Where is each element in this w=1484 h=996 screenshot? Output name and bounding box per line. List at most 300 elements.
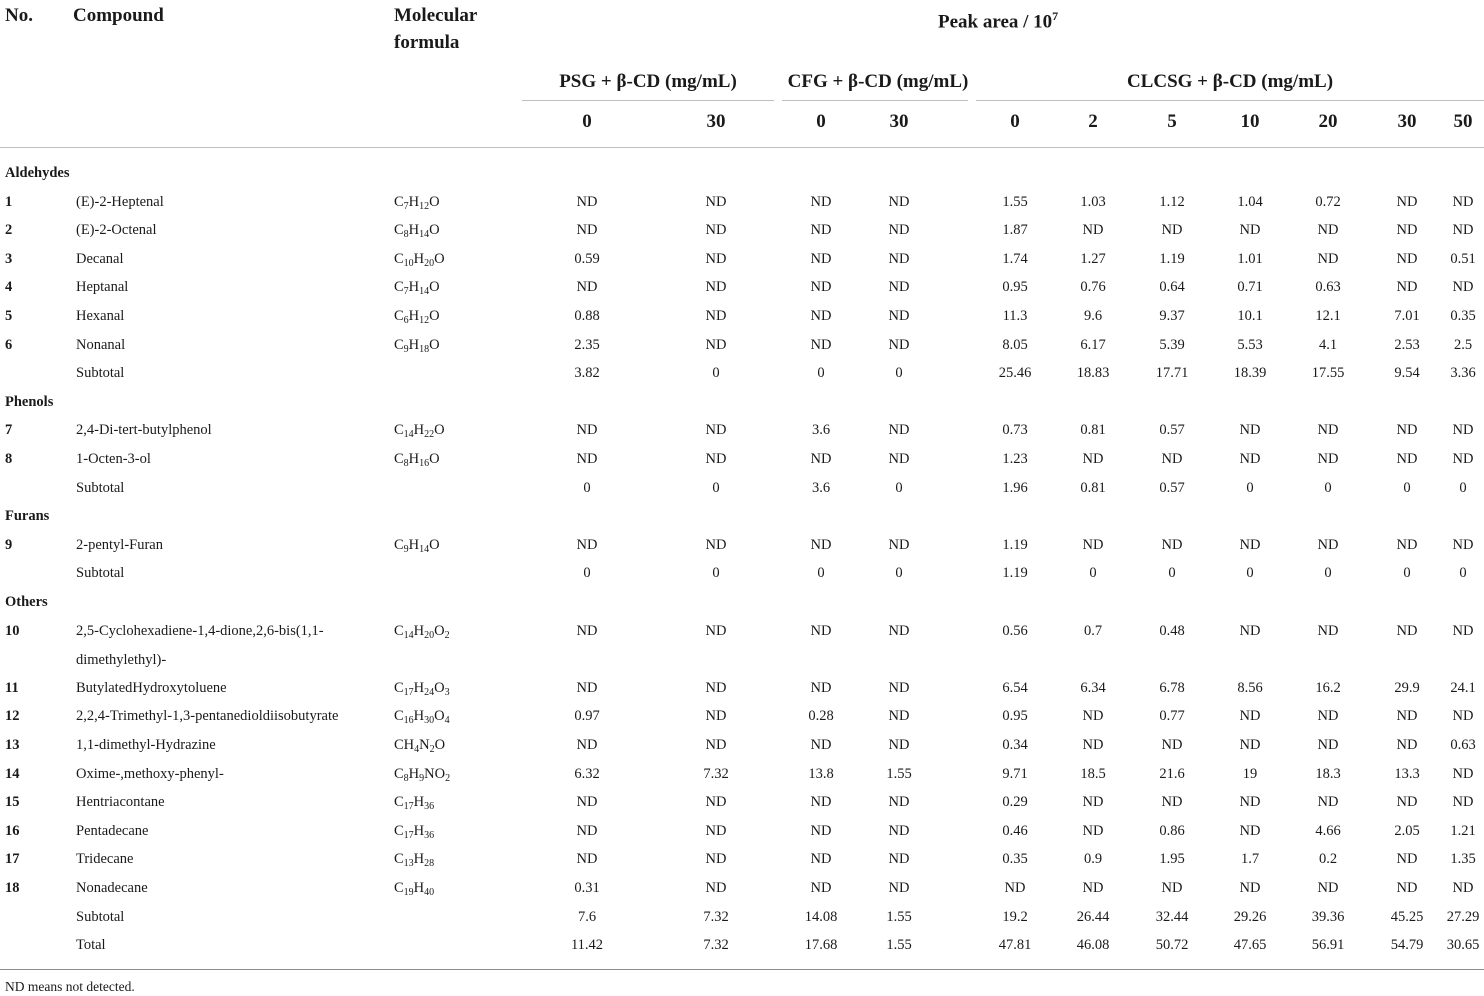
peak-area-value: ND — [1396, 422, 1418, 439]
section-label: Phenols — [5, 393, 54, 410]
peak-area-value: 17.68 — [804, 937, 838, 954]
peak-area-value: ND — [576, 794, 598, 811]
peak-area-value: 0.46 — [1002, 822, 1028, 839]
peak-area-value: ND — [1082, 536, 1104, 553]
peak-area-value: ND — [888, 708, 910, 725]
peak-area-value: 45.25 — [1390, 908, 1424, 925]
peak-area-value: 26.44 — [1076, 908, 1110, 925]
peak-area-value: ND — [888, 250, 910, 267]
peak-area-value: 1.12 — [1159, 193, 1185, 210]
group-header-cfg: CFG + β-CD (mg/mL) — [787, 71, 969, 92]
peak-area-value: ND — [1239, 880, 1261, 896]
peak-area-value: 47.65 — [1233, 937, 1267, 954]
peak-area-value: ND — [1452, 794, 1474, 811]
peak-area-value: 7.01 — [1394, 308, 1420, 324]
peak-area-value: 5.39 — [1159, 336, 1185, 353]
table-row — [0, 333, 1484, 357]
peak-area-value: ND — [1396, 622, 1418, 639]
peak-area-value: 0.59 — [574, 250, 600, 267]
peak-area-value: 6.32 — [574, 765, 600, 782]
peak-area-value: ND — [1452, 193, 1474, 210]
row-number: 11 — [5, 679, 19, 696]
peak-area-value: ND — [888, 308, 910, 324]
molecular-formula: $C_8H_{16}O$ — [394, 451, 440, 469]
peak-area-value: ND — [705, 737, 727, 753]
peak-area-value: ND — [888, 193, 910, 210]
peak-area-value: 0.57 — [1159, 422, 1185, 439]
peak-area-value: 7.32 — [703, 937, 729, 954]
conc-clcsg-0: 0 — [1010, 111, 1020, 132]
row-number: 13 — [5, 737, 20, 753]
compound-name: ButylatedHydroxytoluene — [76, 679, 227, 696]
peak-area-value: ND — [1452, 880, 1474, 896]
peak-area-value: 0.63 — [1450, 737, 1476, 753]
peak-area-value: ND — [1396, 794, 1418, 811]
peak-area-value: ND — [810, 536, 832, 553]
header-formula-line1: Molecular — [394, 5, 478, 26]
peak-area-value: ND — [576, 222, 598, 239]
peak-area-value: 6.34 — [1080, 679, 1106, 696]
peak-area-value: 0.48 — [1159, 622, 1185, 639]
table-row — [0, 619, 1484, 668]
peak-area-value: 1.03 — [1080, 193, 1106, 210]
molecular-formula: $CH_4N_2O$ — [394, 737, 446, 755]
peak-area-value: 56.91 — [1311, 937, 1345, 954]
conc-clcsg-20: 20 — [1318, 111, 1338, 132]
peak-area-value: 1.55 — [886, 937, 912, 954]
peak-area-value: 19.2 — [1002, 908, 1028, 925]
table-row — [0, 218, 1484, 242]
peak-area-value: 1.21 — [1450, 822, 1476, 839]
compound-name: Total — [76, 937, 106, 954]
peak-area-value: ND — [576, 536, 598, 553]
peak-area-value: ND — [1317, 737, 1339, 753]
peak-area-value: 9.6 — [1083, 308, 1103, 324]
peak-area-value: 0.35 — [1450, 308, 1476, 324]
molecular-formula: $C_{14}H_{20}O_2$ — [394, 622, 450, 641]
peak-area-value: ND — [576, 679, 598, 696]
peak-area-value: ND — [705, 308, 727, 324]
table-row — [0, 733, 1484, 757]
peak-area-value: 3.82 — [574, 365, 600, 382]
peak-area-value: ND — [1452, 222, 1474, 239]
peak-area-value: 0.2 — [1318, 851, 1338, 868]
peak-area-value: 6.54 — [1002, 679, 1028, 696]
molecular-formula: $C_{14}H_{22}O$ — [394, 422, 445, 441]
molecular-formula: $C_7H_{14}O$ — [394, 279, 440, 298]
peak-area-value: ND — [1082, 451, 1104, 467]
peak-area-value: 3.6 — [811, 422, 831, 439]
peak-area-value: 0 — [817, 365, 825, 382]
peak-area-value: 24.1 — [1450, 679, 1476, 696]
peak-area-value: 1.55 — [886, 765, 912, 782]
peak-area-value: 29.26 — [1233, 908, 1267, 925]
peak-area-value: 2.53 — [1394, 336, 1420, 353]
peak-area-value: 0.77 — [1159, 708, 1185, 725]
molecular-formula: $C_{17}H_{36}$ — [394, 794, 435, 813]
compound-name: Decanal — [76, 250, 124, 267]
peak-area-value: 12.1 — [1315, 308, 1341, 324]
peak-area-value: ND — [705, 451, 727, 467]
row-number: 6 — [5, 336, 13, 353]
conc-cfg-0: 0 — [816, 111, 826, 132]
conc-clcsg-50: 50 — [1453, 111, 1473, 132]
peak-area-value: ND — [705, 708, 727, 725]
peak-area-value: 0 — [583, 479, 591, 496]
peak-area-value: ND — [1317, 622, 1339, 639]
peak-area-value: ND — [1317, 880, 1339, 896]
peak-area-value: 27.29 — [1446, 908, 1480, 925]
peak-area-value: ND — [1004, 880, 1026, 896]
molecular-formula: $C_{16}H_{30}O_4$ — [394, 708, 450, 727]
row-number: 12 — [5, 708, 20, 725]
conc-clcsg-10: 10 — [1240, 111, 1260, 132]
peak-area-value: ND — [1239, 422, 1261, 439]
peak-area-value: 1.19 — [1159, 250, 1185, 267]
peak-area-value: ND — [1239, 222, 1261, 239]
peak-area-value: ND — [576, 422, 598, 439]
peak-area-value: ND — [1396, 737, 1418, 753]
peak-area-value: ND — [1317, 708, 1339, 725]
section-label: Aldehydes — [5, 165, 70, 181]
peak-area-value: ND — [810, 822, 832, 839]
peak-area-value: 0.56 — [1002, 622, 1028, 639]
row-number: 10 — [5, 622, 20, 639]
peak-area-value: ND — [810, 622, 832, 639]
table-row — [0, 447, 1484, 471]
peak-area-value: 0 — [895, 565, 903, 582]
peak-area-value: ND — [888, 794, 910, 811]
peak-area-value: ND — [576, 193, 598, 210]
peak-area-value: 1.01 — [1237, 250, 1263, 267]
peak-area-value: 5.53 — [1237, 336, 1263, 353]
peak-area-value: 0 — [1324, 565, 1332, 582]
table-row — [0, 275, 1484, 299]
peak-area-value: 54.79 — [1390, 937, 1424, 954]
peak-area-value: ND — [576, 851, 598, 868]
peak-area-value: 13.3 — [1394, 765, 1420, 782]
peak-area-value: ND — [1317, 422, 1339, 439]
peak-area-value: 0 — [895, 479, 903, 496]
peak-area-value: 1.04 — [1237, 193, 1263, 210]
footnote: ND means not detected. — [5, 979, 135, 994]
group-header-clcsg: CLCSG + β-CD (mg/mL) — [1126, 71, 1334, 92]
peak-area-value: 1.27 — [1080, 250, 1106, 267]
compound-name: 2,5-Cyclohexadiene-1,4-dione,2,6-bis(1,1-dimethylethyl)- — [76, 622, 324, 668]
peak-area-value: 3.6 — [811, 479, 831, 496]
peak-area-value: 0.95 — [1002, 279, 1028, 296]
peak-area-value: ND — [888, 679, 910, 696]
header-formula-line2: formula — [394, 32, 460, 53]
peak-area-value: 0 — [1403, 565, 1411, 582]
peak-area-value: ND — [1161, 880, 1183, 896]
row-number: 8 — [5, 451, 13, 467]
peak-area-value: ND — [810, 279, 832, 296]
row-number: 1 — [5, 193, 13, 210]
peak-area-value: ND — [1317, 222, 1339, 239]
subtotal-row — [0, 476, 1484, 500]
peak-area-value: ND — [888, 622, 910, 639]
peak-area-value: ND — [810, 737, 832, 753]
compound-name: Subtotal — [76, 365, 125, 382]
compound-name: Hexanal — [76, 308, 125, 324]
peak-area-value: 0 — [1168, 565, 1176, 582]
peak-area-value: 0 — [712, 365, 720, 382]
peak-area-value: 9.71 — [1002, 765, 1028, 782]
peak-area-value: ND — [705, 536, 727, 553]
peak-area-value: 0 — [1324, 479, 1332, 496]
peak-area-value: 0.72 — [1315, 193, 1341, 210]
peak-area-value: 9.37 — [1159, 308, 1185, 324]
peak-area-value: ND — [705, 794, 727, 811]
peak-area-value: ND — [1396, 250, 1418, 267]
compound-name: Hentriacontane — [76, 794, 165, 811]
table-row — [0, 304, 1484, 328]
header-no: No. — [5, 5, 33, 26]
peak-area-value: 13.8 — [808, 765, 834, 782]
molecular-formula: $C_{17}H_{36}$ — [394, 822, 435, 841]
section-header — [0, 161, 1484, 185]
peak-area-value: 0.63 — [1315, 279, 1341, 296]
table-row — [0, 819, 1484, 843]
peak-area-value: 50.72 — [1155, 937, 1189, 954]
table-row — [0, 847, 1484, 871]
molecular-formula: $C_{19}H_{40}$ — [394, 880, 435, 898]
peak-area-value: ND — [810, 880, 832, 896]
section-header — [0, 590, 1484, 614]
molecular-formula: $C_{17}H_{24}O_3$ — [394, 679, 450, 698]
section-label: Furans — [5, 508, 50, 525]
peak-area-value: 6.78 — [1159, 679, 1185, 696]
peak-area-value: 18.3 — [1315, 765, 1341, 782]
subtotal-row — [0, 561, 1484, 585]
section-header — [0, 504, 1484, 528]
peak-area-value: ND — [810, 308, 832, 324]
compound-name: Heptanal — [76, 279, 129, 296]
peak-area-value: 0.64 — [1159, 279, 1185, 296]
peak-area-value: ND — [705, 250, 727, 267]
molecular-formula: $C_6H_{12}O$ — [394, 308, 440, 326]
compound-name: 1-Octen-3-ol — [76, 451, 151, 467]
conc-cfg-30: 30 — [889, 111, 909, 132]
peak-area-value: ND — [810, 222, 832, 239]
peak-area-value: ND — [1161, 451, 1183, 467]
peak-area-value: ND — [1396, 279, 1418, 296]
peak-area-value: ND — [1396, 451, 1418, 467]
peak-area-value: ND — [1161, 222, 1183, 239]
peak-area-value: ND — [705, 679, 727, 696]
table-row — [0, 790, 1484, 814]
peak-area-value: 21.6 — [1159, 765, 1185, 782]
row-number: 3 — [5, 250, 13, 267]
total-row — [0, 933, 1484, 957]
header-peak-area-label: Peak area / 10 — [938, 11, 1053, 33]
peak-area-value: 18.83 — [1076, 365, 1110, 382]
row-number: 5 — [5, 308, 13, 324]
row-number: 4 — [5, 279, 13, 296]
compound-name: Tridecane — [76, 851, 134, 868]
peak-area-value: 18.39 — [1233, 365, 1267, 382]
peak-area-value: ND — [576, 279, 598, 296]
peak-area-value: 0.81 — [1080, 422, 1106, 439]
peak-area-value: 1.96 — [1002, 479, 1028, 496]
peak-area-value: ND — [1396, 193, 1418, 210]
peak-area-value: 0.86 — [1159, 822, 1185, 839]
peak-area-value: ND — [576, 451, 598, 467]
header-compound: Compound — [73, 5, 164, 26]
peak-area-value: ND — [888, 451, 910, 467]
peak-area-value: ND — [1082, 737, 1104, 753]
peak-area-value: 0.71 — [1237, 279, 1263, 296]
compound-name: 2,4-Di-tert-butylphenol — [76, 422, 212, 439]
peak-area-value: 14.08 — [804, 908, 838, 925]
peak-area-value: ND — [1161, 536, 1183, 553]
molecular-formula: $C_8H_9NO_2$ — [394, 765, 451, 784]
peak-area-value: ND — [705, 622, 727, 639]
peak-area-value: 29.9 — [1394, 679, 1420, 696]
peak-area-value: 1.55 — [1002, 193, 1028, 210]
peak-area-value: ND — [1452, 279, 1474, 296]
compound-name: Subtotal — [76, 565, 125, 582]
peak-area-value: 2.5 — [1453, 336, 1473, 353]
peak-area-value: 30.65 — [1446, 937, 1480, 954]
table-row — [0, 190, 1484, 214]
peak-area-value: 1.19 — [1002, 536, 1028, 553]
peak-area-value: 1.87 — [1002, 222, 1028, 239]
peak-area-value: ND — [888, 536, 910, 553]
peak-area-value: 0 — [1459, 565, 1467, 582]
peak-area-value: ND — [705, 279, 727, 296]
table-row — [0, 247, 1484, 271]
peak-area-value: 46.08 — [1076, 937, 1110, 954]
peak-area-value: ND — [1161, 794, 1183, 811]
peak-area-value: 0 — [712, 565, 720, 582]
peak-area-value: 11.3 — [1002, 308, 1028, 324]
peak-area-value: ND — [1317, 451, 1339, 467]
peak-area-value: ND — [1452, 536, 1474, 553]
peak-area-value: 1.19 — [1002, 565, 1028, 582]
peak-area-value: ND — [888, 336, 910, 353]
table-row — [0, 876, 1484, 900]
table-bottom-rule — [0, 969, 1484, 970]
peak-area-value: ND — [888, 822, 910, 839]
row-number: 17 — [5, 851, 20, 868]
conc-clcsg-5: 5 — [1167, 111, 1177, 132]
subtotal-row — [0, 361, 1484, 385]
peak-area-value: ND — [1452, 708, 1474, 725]
peak-area-value: 0 — [895, 365, 903, 382]
peak-area-value: ND — [1317, 536, 1339, 553]
peak-area-value: 10.1 — [1237, 308, 1263, 324]
peak-area-value: ND — [1082, 880, 1104, 896]
peak-area-value: ND — [1396, 536, 1418, 553]
peak-area-value: 1.95 — [1159, 851, 1185, 868]
peak-area-value: ND — [1452, 422, 1474, 439]
peak-area-value: ND — [1239, 794, 1261, 811]
peak-area-value: ND — [888, 880, 910, 896]
peak-area-value: ND — [1161, 737, 1183, 753]
compound-name: Nonanal — [76, 336, 126, 353]
peak-area-value: 2.35 — [574, 336, 600, 353]
compound-name: Pentadecane — [76, 822, 149, 839]
peak-area-value: 0.29 — [1002, 794, 1028, 811]
peak-area-value: 17.71 — [1155, 365, 1189, 382]
peak-area-value: ND — [576, 622, 598, 639]
peak-area-value: ND — [1082, 222, 1104, 239]
peak-area-value: ND — [1396, 708, 1418, 725]
peak-area-value: ND — [888, 851, 910, 868]
peak-area-value: 3.36 — [1450, 365, 1476, 382]
peak-area-value: 7.32 — [703, 765, 729, 782]
peak-area-value: 19 — [1242, 765, 1258, 782]
peak-area-value: ND — [810, 336, 832, 353]
peak-area-value: ND — [810, 193, 832, 210]
peak-area-value: 0.81 — [1080, 479, 1106, 496]
peak-area-value: ND — [810, 679, 832, 696]
peak-area-value: 0.9 — [1083, 851, 1103, 868]
conc-psg-0: 0 — [582, 111, 592, 132]
compound-name: 2-pentyl-Furan — [76, 536, 163, 553]
peak-area-value: ND — [888, 422, 910, 439]
peak-area-value: ND — [810, 250, 832, 267]
peak-area-value: 0 — [1246, 565, 1254, 582]
peak-area-value: ND — [1452, 622, 1474, 639]
peak-area-value: ND — [1239, 451, 1261, 467]
peak-area-value: ND — [1239, 708, 1261, 725]
peak-area-value: ND — [810, 794, 832, 811]
peak-area-value: ND — [1239, 622, 1261, 639]
peak-area-value: 0.57 — [1159, 479, 1185, 496]
peak-area-value: 0.28 — [808, 708, 834, 725]
peak-area-value: ND — [1239, 737, 1261, 753]
row-number: 9 — [5, 536, 13, 553]
compound-name: Subtotal — [76, 908, 125, 925]
peak-area-value: 0.51 — [1450, 250, 1476, 267]
table-row — [0, 704, 1484, 728]
peak-area-value: 18.5 — [1080, 765, 1106, 782]
peak-area-value: ND — [1082, 708, 1104, 725]
peak-area-value: ND — [705, 193, 727, 210]
peak-area-value: 0.31 — [574, 880, 600, 896]
peak-area-value: 0 — [1089, 565, 1097, 582]
section-header — [0, 390, 1484, 414]
peak-area-value: 0 — [712, 479, 720, 496]
peak-area-value: ND — [1082, 794, 1104, 811]
peak-area-value: ND — [705, 851, 727, 868]
table-row — [0, 533, 1484, 557]
compound-name: 1,1-dimethyl-Hydrazine — [76, 737, 216, 753]
peak-area-value: 1.74 — [1002, 250, 1028, 267]
peak-area-value: ND — [888, 279, 910, 296]
peak-area-value: 11.42 — [570, 937, 604, 954]
header-peak-area-exponent: 7 — [1052, 9, 1059, 23]
conc-psg-30: 30 — [706, 111, 726, 132]
peak-area-value: ND — [888, 222, 910, 239]
compound-name: Subtotal — [76, 479, 125, 496]
peak-area-value: 7.6 — [577, 908, 597, 925]
peak-area-value: ND — [705, 336, 727, 353]
peak-area-value: ND — [1396, 222, 1418, 239]
peak-area-value: 1.35 — [1450, 851, 1476, 868]
compound-name: 2,2,4-Trimethyl-1,3-pentanedioldiisobutyrate — [76, 708, 339, 725]
peak-area-value: 8.56 — [1237, 679, 1263, 696]
peak-area-value: ND — [1396, 880, 1418, 896]
compound-name: (E)-2-Heptenal — [76, 193, 164, 210]
peak-area-value: 25.46 — [998, 365, 1032, 382]
molecular-formula: $C_9H_{14}O$ — [394, 536, 440, 555]
peak-area-value: 1.7 — [1240, 851, 1260, 868]
peak-area-value: ND — [888, 737, 910, 753]
